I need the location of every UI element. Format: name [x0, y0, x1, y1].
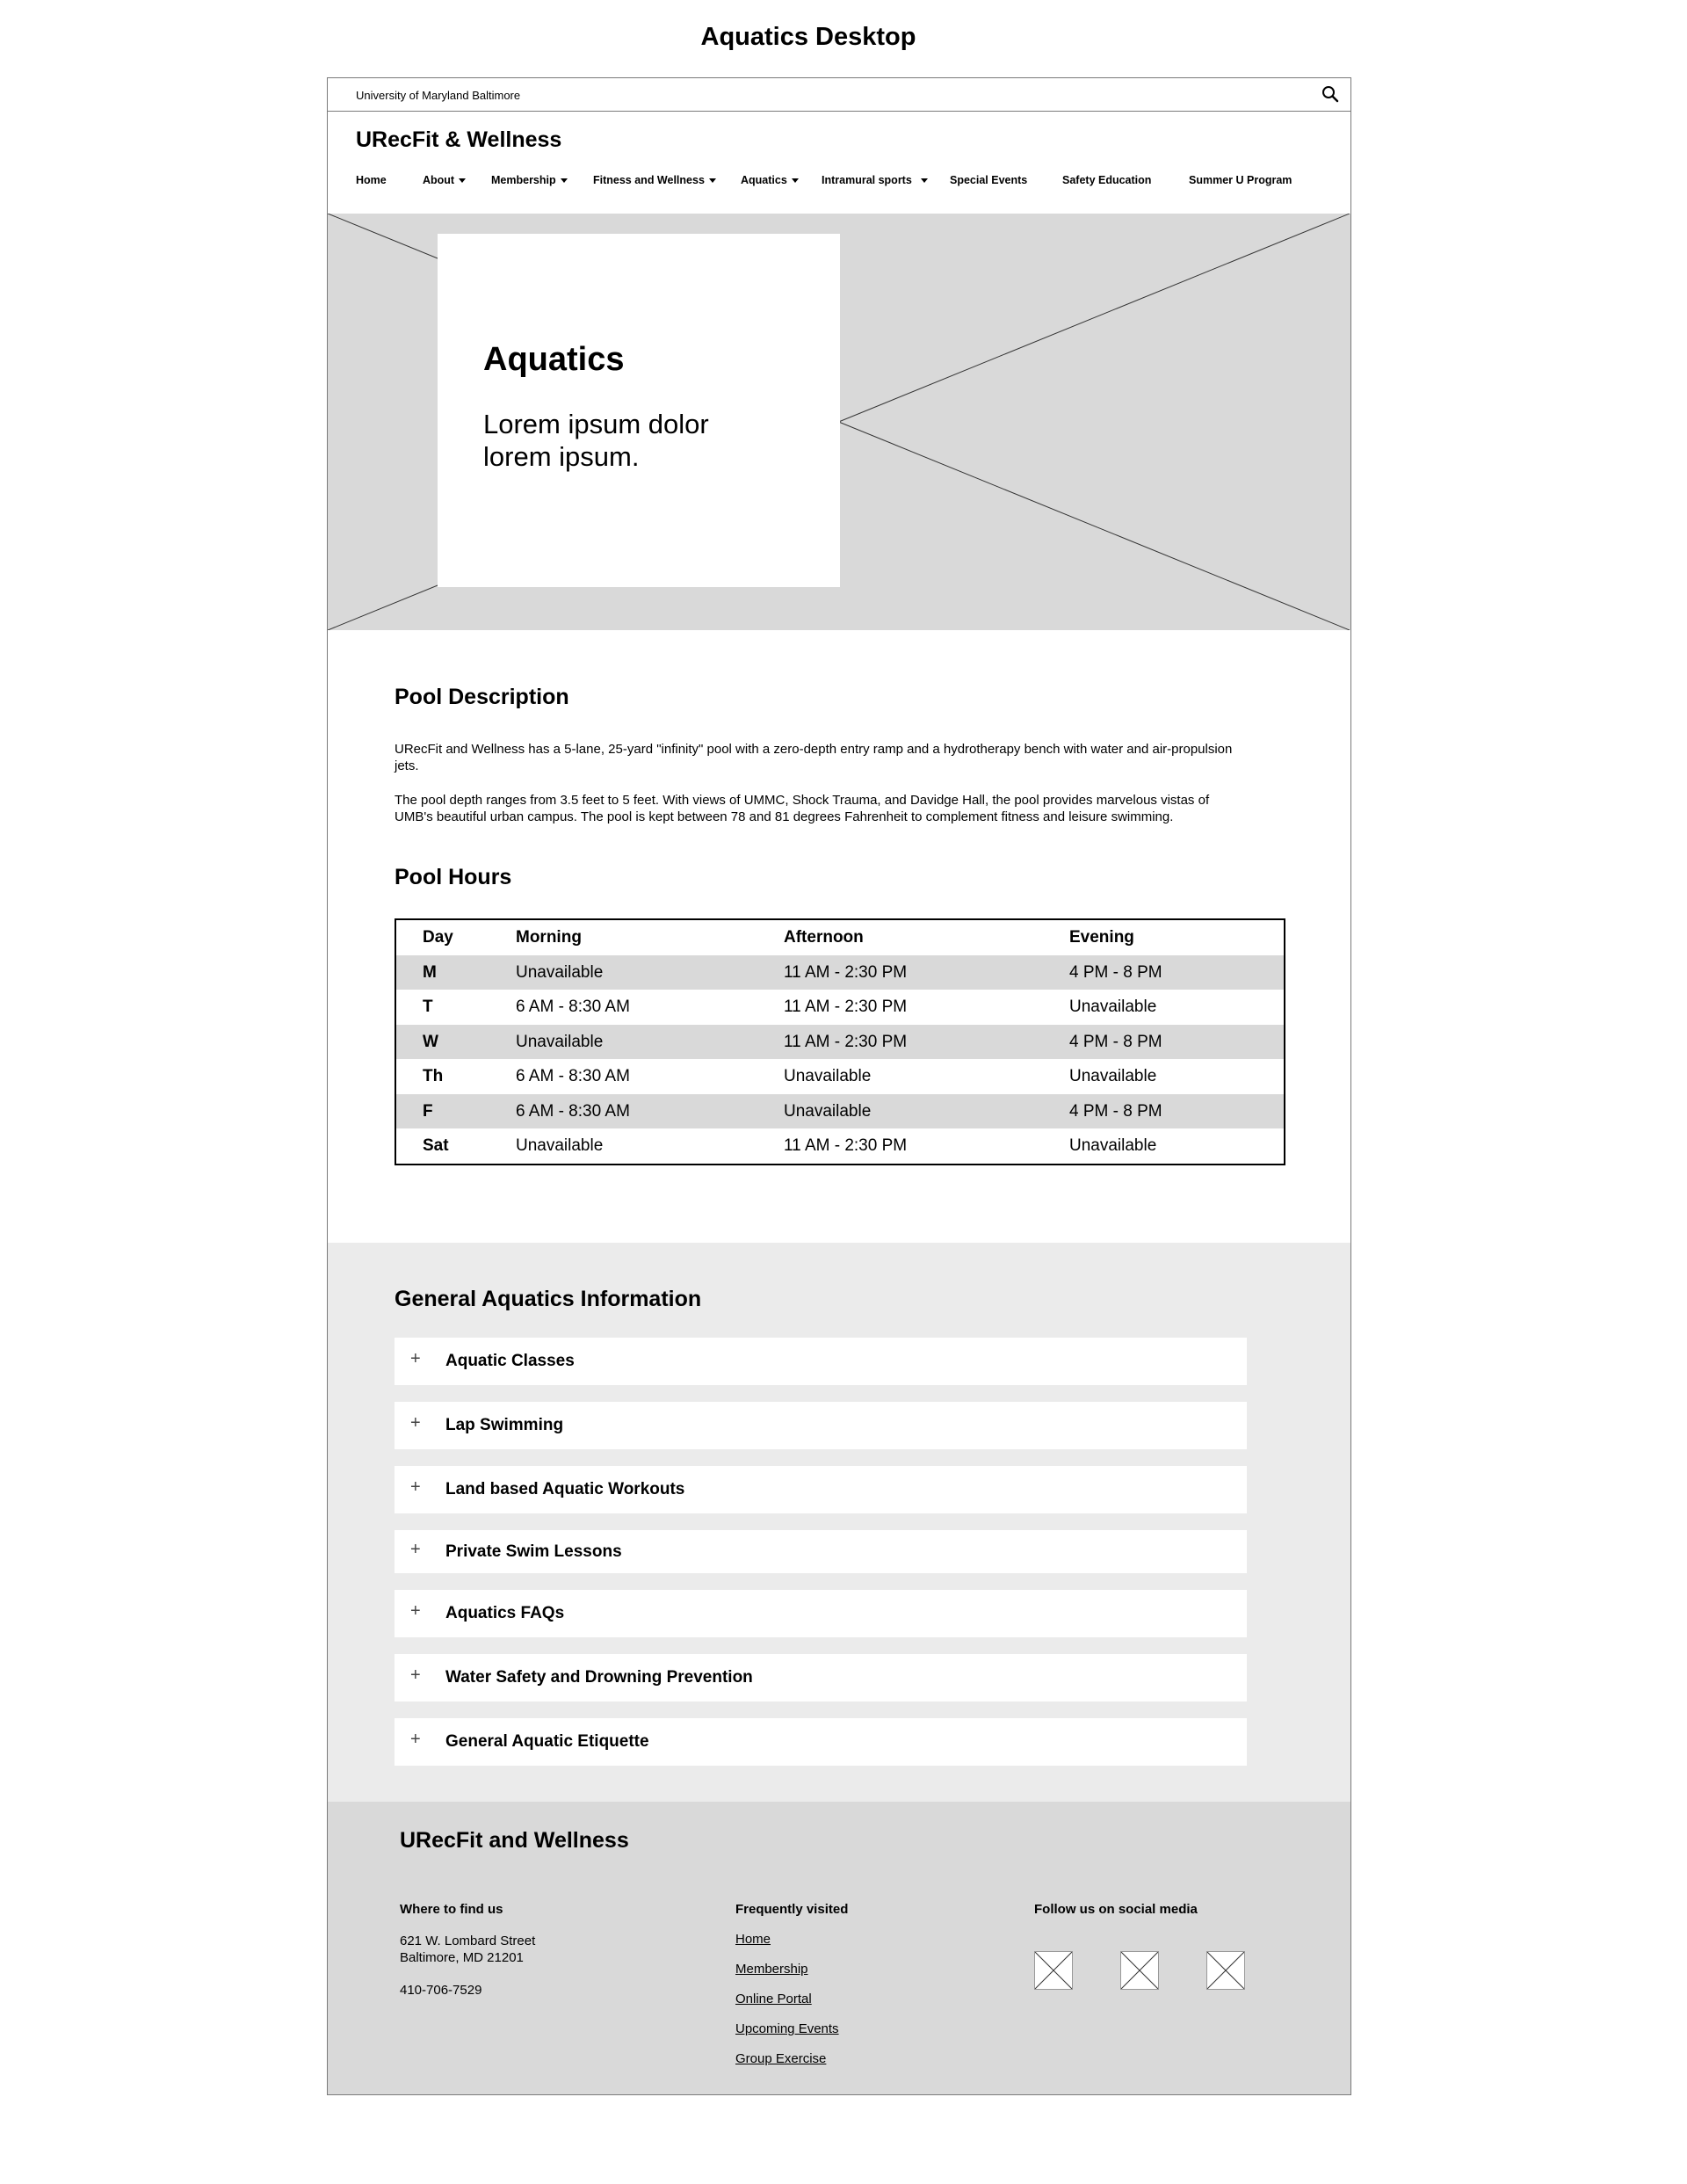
- table-cell: Unavailable: [784, 1067, 872, 1085]
- table-cell-day: F: [423, 1101, 433, 1121]
- table-cell: Unavailable: [784, 1101, 872, 1121]
- table-row: [396, 1094, 1284, 1129]
- table-cell: 6 AM - 8:30 AM: [516, 998, 630, 1016]
- page-frame: [327, 77, 1351, 2095]
- column-header: Morning: [516, 928, 582, 947]
- footer-social-heading: Follow us on social media: [1034, 1902, 1198, 1917]
- accordion-item-land-based-workouts[interactable]: [395, 1466, 1247, 1513]
- footer-address-line: Baltimore, MD 21201: [400, 1950, 524, 1965]
- nav-item-safety-education[interactable]: [1062, 174, 1151, 186]
- column-header: Day: [423, 928, 453, 947]
- footer-link-home[interactable]: Home: [735, 1932, 771, 1947]
- caret-down-icon: [459, 178, 466, 183]
- general-info-section: [328, 1243, 1350, 1802]
- accordion-label: Private Swim Lessons: [445, 1542, 622, 1561]
- accordion-item-private-swim-lessons[interactable]: [395, 1530, 1247, 1573]
- accordion-item-aquatics-faqs[interactable]: [395, 1590, 1247, 1637]
- table-cell: 4 PM - 8 PM: [1069, 1101, 1162, 1121]
- table-cell: 11 AM - 2:30 PM: [784, 998, 908, 1016]
- table-row: [396, 1025, 1284, 1060]
- table-cell: Unavailable: [1069, 998, 1157, 1016]
- footer-link-upcoming-events[interactable]: Upcoming Events: [735, 2021, 839, 2036]
- nav-item-fitness-and-wellness[interactable]: [593, 174, 716, 186]
- footer-link-online-portal[interactable]: Online Portal: [735, 1992, 812, 2006]
- table-cell: 4 PM - 8 PM: [1069, 1032, 1162, 1051]
- table-row: [396, 1128, 1284, 1164]
- table-cell: Unavailable: [516, 1032, 604, 1051]
- table-cell: Unavailable: [516, 962, 604, 982]
- nav-item-label: Intramural sports: [822, 174, 912, 186]
- nav-item-intramural-sports[interactable]: [822, 174, 928, 186]
- accordion-item-aquatic-etiquette[interactable]: [395, 1718, 1247, 1766]
- accordion-label: Aquatics FAQs: [445, 1604, 565, 1622]
- pool-hours-heading: Pool Hours: [395, 865, 512, 889]
- caret-down-icon: [561, 178, 568, 183]
- nav-item-home[interactable]: [356, 174, 387, 186]
- plus-icon: +: [410, 1477, 421, 1497]
- nav-item-label: Aquatics: [741, 174, 787, 186]
- table-cell: 6 AM - 8:30 AM: [516, 1067, 630, 1085]
- footer-frequently-visited-heading: Frequently visited: [735, 1902, 849, 1917]
- caret-down-icon: [921, 178, 928, 183]
- table-cell-day: Sat: [423, 1136, 449, 1155]
- hero-banner: [328, 214, 1350, 630]
- table-cell: Unavailable: [516, 1136, 604, 1155]
- general-info-heading: General Aquatics Information: [395, 1287, 702, 1311]
- nav-item-label: Safety Education: [1062, 174, 1152, 186]
- nav-item-label: Fitness and Wellness: [593, 174, 705, 186]
- plus-icon: +: [410, 1601, 421, 1621]
- caret-down-icon: [709, 178, 716, 183]
- table-cell: 11 AM - 2:30 PM: [784, 962, 908, 982]
- footer-find-us-heading: Where to find us: [400, 1902, 503, 1917]
- pool-description-paragraph: URecFit and Wellness has a 5-lane, 25-yard "infinity" pool with a zero-depth entry ramp and a hydrotherapy bench with water and air-propulsion jets.: [395, 742, 1233, 773]
- social-icon-3[interactable]: [1206, 1951, 1245, 1990]
- accordion-item-lap-swimming[interactable]: [395, 1402, 1247, 1449]
- social-icon-1[interactable]: [1034, 1951, 1073, 1990]
- hero-subtitle: Lorem ipsum dolor lorem ipsum.: [483, 409, 709, 472]
- nav-item-special-events[interactable]: [950, 174, 1027, 186]
- table-row: [396, 1059, 1284, 1094]
- plus-icon: +: [410, 1349, 421, 1368]
- accordion-label: Water Safety and Drowning Prevention: [445, 1668, 753, 1687]
- site-title[interactable]: URecFit & Wellness: [356, 127, 562, 152]
- caret-down-icon: [792, 178, 799, 183]
- social-icon-2[interactable]: [1120, 1951, 1159, 1990]
- pool-description-heading: Pool Description: [395, 685, 569, 709]
- pool-description-paragraph: The pool depth ranges from 3.5 feet to 5 feet. With views of UMMC, Shock Trauma, and Davidge Hall, the pool provides marvelous vistas of UMB's beautiful urban campus. The pool is kept between 78 and 81 degrees Fahrenheit to complement fitness and leisure swimming.: [395, 793, 1210, 824]
- table-cell-day: T: [423, 998, 433, 1016]
- table-cell: 4 PM - 8 PM: [1069, 962, 1162, 982]
- accordion-item-water-safety[interactable]: [395, 1654, 1247, 1701]
- nav-item-about[interactable]: [423, 174, 466, 186]
- table-cell: Unavailable: [1069, 1067, 1157, 1085]
- column-header: Evening: [1069, 928, 1134, 947]
- nav-item-membership[interactable]: [491, 174, 568, 186]
- table-cell: Unavailable: [1069, 1136, 1157, 1155]
- pool-hours-table: [395, 918, 1285, 1165]
- accordion-label: Aquatic Classes: [445, 1352, 575, 1370]
- site-footer: [328, 1802, 1350, 2094]
- table-cell-day: W: [423, 1032, 438, 1051]
- hero-title: Aquatics: [483, 341, 625, 378]
- plus-icon: +: [410, 1665, 421, 1685]
- board-title: Aquatics Desktop: [700, 23, 916, 51]
- nav-item-label: About: [423, 174, 455, 186]
- nav-item-summer-u-program[interactable]: [1189, 174, 1292, 186]
- nav-item-label: Home: [356, 174, 387, 186]
- nav-item-label: Special Events: [950, 174, 1028, 186]
- table-header-row: [396, 920, 1284, 955]
- accordion-label: Lap Swimming: [445, 1416, 564, 1434]
- nav-item-label: Membership: [491, 174, 556, 186]
- plus-icon: +: [410, 1540, 421, 1559]
- footer-title: URecFit and Wellness: [400, 1828, 629, 1853]
- table-row: [396, 955, 1284, 990]
- nav-item-label: Summer U Program: [1189, 174, 1292, 186]
- table-cell-day: Th: [423, 1067, 444, 1085]
- utility-bar: [328, 78, 1350, 112]
- footer-phone: 410-706-7529: [400, 1983, 482, 1998]
- accordion-label: General Aquatic Etiquette: [445, 1732, 649, 1751]
- table-cell-day: M: [423, 962, 437, 982]
- plus-icon: +: [410, 1413, 421, 1433]
- nav-item-aquatics[interactable]: [741, 174, 799, 186]
- column-header: Afternoon: [784, 928, 864, 947]
- footer-link-membership[interactable]: Membership: [735, 1962, 808, 1977]
- table-cell: 6 AM - 8:30 AM: [516, 1101, 630, 1121]
- main-nav: [328, 174, 1350, 192]
- accordion-item-aquatic-classes[interactable]: [395, 1338, 1247, 1385]
- table-row: [396, 990, 1284, 1025]
- search-icon[interactable]: [1321, 84, 1340, 104]
- table-cell: 11 AM - 2:30 PM: [784, 1032, 908, 1051]
- plus-icon: +: [410, 1730, 421, 1749]
- table-cell: 11 AM - 2:30 PM: [784, 1136, 908, 1155]
- hero-card: [438, 234, 840, 587]
- footer-address-line: 621 W. Lombard Street: [400, 1934, 536, 1948]
- footer-link-group-exercise[interactable]: Group Exercise: [735, 2051, 827, 2066]
- accordion-label: Land based Aquatic Workouts: [445, 1480, 685, 1498]
- university-link[interactable]: University of Maryland Baltimore: [356, 89, 521, 102]
